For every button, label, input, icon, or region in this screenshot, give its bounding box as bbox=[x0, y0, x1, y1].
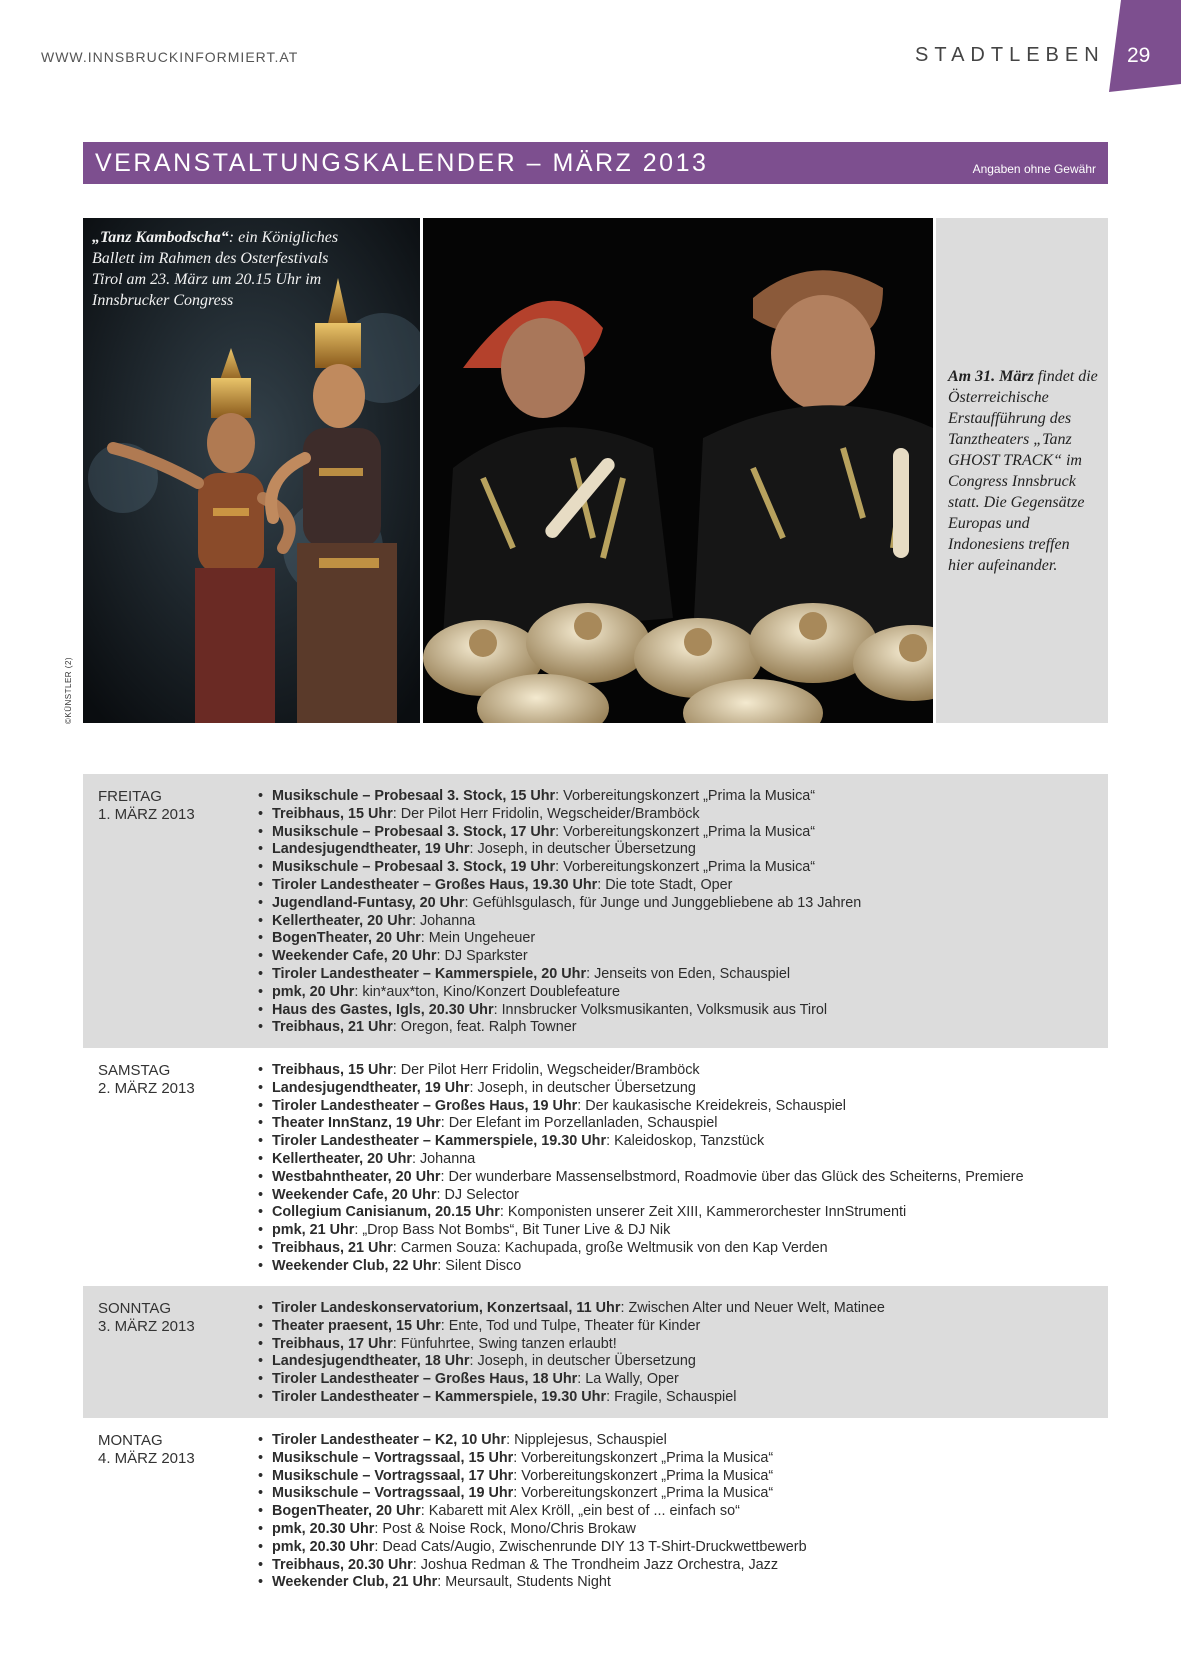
day-label bbox=[98, 1300, 195, 1336]
event-venue: Tiroler Landestheater – Großes Haus, 19 Uhr bbox=[272, 1097, 578, 1114]
bullet-icon: • bbox=[258, 1371, 264, 1388]
event-venue: pmk, 20.30 Uhr bbox=[272, 1520, 375, 1537]
event-detail: DJ Sparkster bbox=[444, 948, 528, 965]
event-detail: Der Elefant im Porzellanladen, Schauspiel bbox=[448, 1115, 718, 1132]
bullet-icon: • bbox=[258, 1556, 264, 1573]
event-venue: Tiroler Landestheater – Kammerspiele, 19.30 Uhr bbox=[272, 1133, 607, 1150]
event-item bbox=[258, 895, 861, 913]
bullet-icon: • bbox=[258, 1204, 264, 1221]
event-item bbox=[258, 1133, 1024, 1151]
event-detail: Joseph, in deutscher Übersetzung bbox=[477, 1353, 696, 1370]
event-list bbox=[258, 1062, 1024, 1276]
right-caption-lead: Am 31. März bbox=[948, 368, 1034, 385]
event-venue: Weekender Cafe, 20 Uhr bbox=[272, 948, 437, 965]
event-item bbox=[258, 841, 861, 859]
event-venue: BogenTheater, 20 Uhr bbox=[272, 930, 421, 947]
event-venue: Collegium Canisianum, 20.15 Uhr bbox=[272, 1204, 500, 1221]
event-detail: Der kaukasische Kreidekreis, Schauspiel bbox=[585, 1097, 847, 1114]
event-venue: Tiroler Landestheater – Großes Haus, 18 Uhr bbox=[272, 1371, 578, 1388]
event-venue: pmk, 21 Uhr bbox=[272, 1222, 355, 1239]
bullet-icon: • bbox=[258, 823, 264, 840]
bullet-icon: • bbox=[258, 894, 264, 911]
event-detail: Dead Cats/Augio, Zwischenrunde DIY 13 T-Shirt-Druckwettbewerb bbox=[382, 1538, 807, 1555]
event-separator: : bbox=[493, 1001, 502, 1018]
event-separator: : bbox=[606, 1133, 615, 1150]
event-detail: Komponisten unserer Zeit XIII, Kammerorchester InnStrumenti bbox=[507, 1204, 907, 1221]
event-item bbox=[258, 1169, 1024, 1187]
event-venue: Landesjugendtheater, 19 Uhr bbox=[272, 841, 470, 858]
day-block-sonntag bbox=[83, 1286, 1108, 1418]
event-detail: Ente, Tod und Tulpe, Theater für Kinder bbox=[448, 1317, 701, 1334]
event-detail: Kabarett mit Alex Kröll, „ein best of ... einfach so“ bbox=[428, 1503, 740, 1520]
bullet-icon: • bbox=[258, 1538, 264, 1555]
bullet-icon: • bbox=[258, 876, 264, 893]
bullet-icon: • bbox=[258, 1257, 264, 1274]
day-label bbox=[98, 788, 195, 824]
section-name: STADTLEBEN bbox=[915, 44, 1105, 66]
photo-gamelan-musicians bbox=[423, 218, 933, 723]
bullet-icon: • bbox=[258, 1239, 264, 1256]
event-item bbox=[258, 1151, 1024, 1169]
event-item bbox=[258, 1258, 1024, 1276]
event-venue: Westbahntheater, 20 Uhr bbox=[272, 1168, 441, 1185]
event-item bbox=[258, 1115, 1024, 1133]
event-detail: Fragile, Schauspiel bbox=[614, 1388, 737, 1405]
disclaimer: Angaben ohne Gewähr bbox=[972, 162, 1096, 176]
event-separator: : bbox=[392, 1062, 401, 1078]
event-separator: : bbox=[506, 1432, 515, 1448]
photo-cambodian-dancers bbox=[83, 218, 420, 723]
event-detail: Johanna bbox=[419, 1150, 476, 1167]
bullet-icon: • bbox=[258, 1079, 264, 1096]
event-venue: Tiroler Landeskonservatorium, Konzertsaal, 11 Uhr bbox=[272, 1300, 621, 1316]
bullet-icon: • bbox=[258, 805, 264, 822]
event-item bbox=[258, 806, 861, 824]
event-venue: Tiroler Landestheater – Großes Haus, 19.30 Uhr bbox=[272, 876, 598, 893]
day-date: 4. MÄRZ 2013 bbox=[98, 1450, 195, 1467]
event-item bbox=[258, 1019, 861, 1037]
event-item bbox=[258, 1062, 1024, 1080]
event-item bbox=[258, 1521, 807, 1539]
event-separator: : bbox=[354, 1222, 363, 1239]
event-separator: : bbox=[469, 1353, 478, 1370]
event-detail: Vorbereitungskonzert „Prima la Musica“ bbox=[563, 823, 816, 840]
bullet-icon: • bbox=[258, 1133, 264, 1150]
bullet-icon: • bbox=[258, 859, 264, 876]
event-separator: : bbox=[513, 1485, 522, 1502]
event-venue: BogenTheater, 20 Uhr bbox=[272, 1503, 421, 1520]
bullet-icon: • bbox=[258, 948, 264, 965]
event-separator: : bbox=[464, 894, 473, 911]
bullet-icon: • bbox=[258, 1449, 264, 1466]
event-separator: : bbox=[392, 1335, 401, 1352]
event-venue: Weekender Cafe, 20 Uhr bbox=[272, 1186, 437, 1203]
event-detail: Vorbereitungskonzert „Prima la Musica“ bbox=[563, 859, 816, 876]
event-detail: Vorbereitungskonzert „Prima la Musica“ bbox=[521, 1485, 774, 1502]
event-venue: Musikschule – Vortragssaal, 19 Uhr bbox=[272, 1485, 514, 1502]
bullet-icon: • bbox=[258, 1317, 264, 1334]
bullet-icon: • bbox=[258, 1150, 264, 1167]
event-item bbox=[258, 1240, 1024, 1258]
event-item bbox=[258, 1336, 885, 1354]
event-venue: Treibhaus, 21 Uhr bbox=[272, 1239, 393, 1256]
event-separator: : bbox=[577, 1097, 586, 1114]
day-label bbox=[98, 1062, 195, 1098]
event-list bbox=[258, 1432, 807, 1592]
bullet-icon: • bbox=[258, 1097, 264, 1114]
event-item bbox=[258, 1389, 885, 1407]
bullet-icon: • bbox=[258, 1574, 264, 1591]
bullet-icon: • bbox=[258, 788, 264, 804]
day-block-montag bbox=[83, 1418, 1108, 1604]
event-venue: Musikschule – Vortragssaal, 15 Uhr bbox=[272, 1449, 514, 1466]
bullet-icon: • bbox=[258, 983, 264, 1000]
event-separator: : bbox=[499, 1204, 508, 1221]
event-venue: Kellertheater, 20 Uhr bbox=[272, 1150, 412, 1167]
bullet-icon: • bbox=[258, 1115, 264, 1132]
event-separator: : bbox=[440, 1168, 449, 1185]
day-block-freitag bbox=[83, 774, 1108, 1048]
event-item bbox=[258, 1503, 807, 1521]
day-date: 2. MÄRZ 2013 bbox=[98, 1080, 195, 1097]
event-detail: Carmen Souza: Kachupada, große Weltmusik von den Kap Verden bbox=[400, 1239, 828, 1256]
event-detail: Kaleidoskop, Tanzstück bbox=[614, 1133, 765, 1150]
event-item bbox=[258, 948, 861, 966]
bullet-icon: • bbox=[258, 1503, 264, 1520]
event-item bbox=[258, 984, 861, 1002]
event-separator: : bbox=[420, 1503, 429, 1520]
event-detail: Meursault, Students Night bbox=[445, 1574, 611, 1591]
bullet-icon: • bbox=[258, 1485, 264, 1502]
calendar-title-bar bbox=[83, 142, 1108, 184]
event-venue: Kellertheater, 20 Uhr bbox=[272, 912, 412, 929]
event-item bbox=[258, 1353, 885, 1371]
event-item bbox=[258, 1539, 807, 1557]
event-item bbox=[258, 1450, 807, 1468]
day-weekday: SAMSTAG bbox=[98, 1062, 171, 1079]
event-item bbox=[258, 1318, 885, 1336]
event-detail: Fünfuhrtee, Swing tanzen erlaubt! bbox=[400, 1335, 617, 1352]
event-item bbox=[258, 1187, 1024, 1205]
event-venue: Treibhaus, 20.30 Uhr bbox=[272, 1556, 413, 1573]
event-detail: Jenseits von Eden, Schauspiel bbox=[594, 965, 791, 982]
musicians-illustration bbox=[423, 218, 933, 723]
right-photo-caption bbox=[948, 366, 1098, 576]
event-detail: La Wally, Oper bbox=[585, 1371, 679, 1388]
event-separator: : bbox=[469, 841, 478, 858]
event-item bbox=[258, 913, 861, 931]
event-venue: Landesjugendtheater, 18 Uhr bbox=[272, 1353, 470, 1370]
bullet-icon: • bbox=[258, 1520, 264, 1537]
event-detail: Der wunderbare Massenselbstmord, Roadmovie über das Glück des Scheiterns, Premiere bbox=[448, 1168, 1024, 1185]
calendar-title: VERANSTALTUNGSKALENDER – MÄRZ 2013 bbox=[95, 149, 709, 177]
event-separator: : bbox=[374, 1520, 383, 1537]
side-caption-box bbox=[936, 218, 1108, 723]
event-separator: : bbox=[411, 1150, 420, 1167]
event-venue: Musikschule – Probesaal 3. Stock, 15 Uhr bbox=[272, 788, 556, 804]
event-detail: Post & Noise Rock, Mono/Chris Brokaw bbox=[382, 1520, 636, 1537]
event-item bbox=[258, 1432, 807, 1450]
event-venue: Tiroler Landestheater – Kammerspiele, 19.30 Uhr bbox=[272, 1388, 607, 1405]
event-venue: Treibhaus, 17 Uhr bbox=[272, 1335, 393, 1352]
bullet-icon: • bbox=[258, 1168, 264, 1185]
event-detail: „Drop Bass Not Bombs“, Bit Tuner Live & DJ Nik bbox=[362, 1222, 671, 1239]
bullet-icon: • bbox=[258, 1432, 264, 1448]
event-detail: Gefühlsgulasch, für Junge und Junggebliebene ab 13 Jahren bbox=[472, 894, 862, 911]
event-detail: Joseph, in deutscher Übersetzung bbox=[477, 1079, 696, 1096]
event-separator: : bbox=[555, 823, 564, 840]
event-separator: : bbox=[555, 788, 564, 804]
event-separator: : bbox=[412, 1556, 421, 1573]
bullet-icon: • bbox=[258, 1186, 264, 1203]
day-date: 1. MÄRZ 2013 bbox=[98, 806, 195, 823]
event-separator: : bbox=[555, 859, 564, 876]
event-detail: Innsbrucker Volksmusikanten, Volksmusik aus Tirol bbox=[501, 1001, 828, 1018]
page-number: 29 bbox=[1127, 44, 1151, 67]
event-separator: : bbox=[606, 1388, 615, 1405]
event-list bbox=[258, 1300, 885, 1407]
bullet-icon: • bbox=[258, 1388, 264, 1405]
event-venue: pmk, 20 Uhr bbox=[272, 983, 355, 1000]
bullet-icon: • bbox=[258, 1335, 264, 1352]
event-separator: : bbox=[440, 1317, 449, 1334]
bullet-icon: • bbox=[258, 1353, 264, 1370]
event-item bbox=[258, 1222, 1024, 1240]
event-item bbox=[258, 1485, 807, 1503]
event-venue: Treibhaus, 15 Uhr bbox=[272, 805, 393, 822]
event-item bbox=[258, 1557, 807, 1575]
event-separator: : bbox=[513, 1467, 522, 1484]
bullet-icon: • bbox=[258, 1001, 264, 1018]
right-caption-text: findet die Österreichische Erstaufführung des Tanztheaters „Tanz GHOST TRACK“ im Congress Innsbruck statt. Die Gegensätze Europas und Indonesiens treffen hier aufeinander. bbox=[948, 368, 1098, 574]
event-separator: : bbox=[392, 805, 401, 822]
event-item bbox=[258, 1468, 807, 1486]
event-separator: : bbox=[577, 1371, 586, 1388]
event-venue: Theater praesent, 15 Uhr bbox=[272, 1317, 441, 1334]
event-venue: Treibhaus, 21 Uhr bbox=[272, 1019, 393, 1036]
site-url[interactable]: WWW.INNSBRUCKINFORMIERT.AT bbox=[41, 49, 299, 65]
event-separator: : bbox=[436, 948, 445, 965]
event-separator: : bbox=[437, 1257, 446, 1274]
event-venue: Weekender Club, 21 Uhr bbox=[272, 1574, 438, 1591]
event-detail: Vorbereitungskonzert „Prima la Musica“ bbox=[521, 1467, 774, 1484]
event-venue: Tiroler Landestheater – Kammerspiele, 20 Uhr bbox=[272, 965, 587, 982]
event-item bbox=[258, 877, 861, 895]
event-venue: Tiroler Landestheater – K2, 10 Uhr bbox=[272, 1432, 507, 1448]
event-detail: Die tote Stadt, Oper bbox=[605, 876, 733, 893]
event-venue: pmk, 20.30 Uhr bbox=[272, 1538, 375, 1555]
event-detail: kin*aux*ton, Kino/Konzert Doublefeature bbox=[362, 983, 620, 1000]
event-separator: : bbox=[354, 983, 363, 1000]
event-venue: Theater InnStanz, 19 Uhr bbox=[272, 1115, 441, 1132]
left-caption-lead: „Tanz Kambodscha“ bbox=[92, 229, 229, 246]
event-detail: Mein Ungeheuer bbox=[428, 930, 536, 947]
day-weekday: FREITAG bbox=[98, 788, 162, 805]
event-item bbox=[258, 824, 861, 842]
bullet-icon: • bbox=[258, 1062, 264, 1078]
bullet-icon: • bbox=[258, 1019, 264, 1036]
event-separator: : bbox=[436, 1186, 445, 1203]
bullet-icon: • bbox=[258, 930, 264, 947]
event-item bbox=[258, 1574, 807, 1592]
event-separator: : bbox=[513, 1449, 522, 1466]
bullet-icon: • bbox=[258, 1467, 264, 1484]
event-detail: Silent Disco bbox=[445, 1257, 522, 1274]
event-detail: Der Pilot Herr Fridolin, Wegscheider/Bramböck bbox=[400, 805, 700, 822]
event-separator: : bbox=[469, 1079, 478, 1096]
event-detail: Oregon, feat. Ralph Towner bbox=[400, 1019, 577, 1036]
event-separator: : bbox=[374, 1538, 383, 1555]
event-item bbox=[258, 1098, 1024, 1116]
event-venue: Jugendland-Funtasy, 20 Uhr bbox=[272, 894, 465, 911]
event-item bbox=[258, 788, 861, 806]
event-detail: Vorbereitungskonzert „Prima la Musica“ bbox=[521, 1449, 774, 1466]
event-detail: Nipplejesus, Schauspiel bbox=[514, 1432, 667, 1448]
event-venue: Musikschule – Probesaal 3. Stock, 19 Uhr bbox=[272, 859, 556, 876]
bullet-icon: • bbox=[258, 912, 264, 929]
event-item bbox=[258, 1371, 885, 1389]
day-weekday: SONNTAG bbox=[98, 1300, 172, 1317]
event-item bbox=[258, 1080, 1024, 1098]
event-separator: : bbox=[392, 1239, 401, 1256]
left-photo-caption bbox=[92, 227, 352, 311]
event-separator: : bbox=[411, 912, 420, 929]
event-venue: Weekender Club, 22 Uhr bbox=[272, 1257, 438, 1274]
event-item bbox=[258, 1204, 1024, 1222]
event-detail: Johanna bbox=[419, 912, 476, 929]
left-caption-text: : ein Königliches Ballett im Rahmen des Osterfestivals Tirol am 23. März um 20.15 Uhr im Innsbrucker Congress bbox=[92, 229, 339, 309]
event-detail: DJ Selector bbox=[444, 1186, 519, 1203]
event-item bbox=[258, 1002, 861, 1020]
bullet-icon: • bbox=[258, 965, 264, 982]
event-item bbox=[258, 1300, 885, 1318]
event-item bbox=[258, 930, 861, 948]
event-separator: : bbox=[437, 1574, 446, 1591]
event-detail: Joshua Redman & The Trondheim Jazz Orchestra, Jazz bbox=[420, 1556, 779, 1573]
event-detail: Vorbereitungskonzert „Prima la Musica“ bbox=[563, 788, 816, 804]
event-venue: Musikschule – Vortragssaal, 17 Uhr bbox=[272, 1467, 514, 1484]
event-item bbox=[258, 859, 861, 877]
event-item bbox=[258, 966, 861, 984]
bullet-icon: • bbox=[258, 1222, 264, 1239]
day-block-samstag bbox=[83, 1048, 1108, 1286]
photo-credit: ©KÜNSTLER (2) bbox=[64, 656, 73, 724]
event-separator: : bbox=[597, 876, 606, 893]
event-detail: Zwischen Alter und Neuer Welt, Matinee bbox=[628, 1300, 885, 1316]
event-separator: : bbox=[620, 1300, 629, 1316]
event-venue: Landesjugendtheater, 19 Uhr bbox=[272, 1079, 470, 1096]
event-detail: Der Pilot Herr Fridolin, Wegscheider/Bramböck bbox=[400, 1062, 700, 1078]
event-separator: : bbox=[392, 1019, 401, 1036]
day-weekday: MONTAG bbox=[98, 1432, 163, 1449]
day-date: 3. MÄRZ 2013 bbox=[98, 1318, 195, 1335]
event-list bbox=[258, 788, 861, 1037]
bullet-icon: • bbox=[258, 1300, 264, 1316]
event-detail: Joseph, in deutscher Übersetzung bbox=[477, 841, 696, 858]
event-venue: Haus des Gastes, Igls, 20.30 Uhr bbox=[272, 1001, 494, 1018]
day-label bbox=[98, 1432, 195, 1468]
bullet-icon: • bbox=[258, 841, 264, 858]
event-separator: : bbox=[420, 930, 429, 947]
event-separator: : bbox=[586, 965, 595, 982]
event-separator: : bbox=[440, 1115, 449, 1132]
event-venue: Musikschule – Probesaal 3. Stock, 17 Uhr bbox=[272, 823, 556, 840]
event-venue: Treibhaus, 15 Uhr bbox=[272, 1062, 393, 1078]
